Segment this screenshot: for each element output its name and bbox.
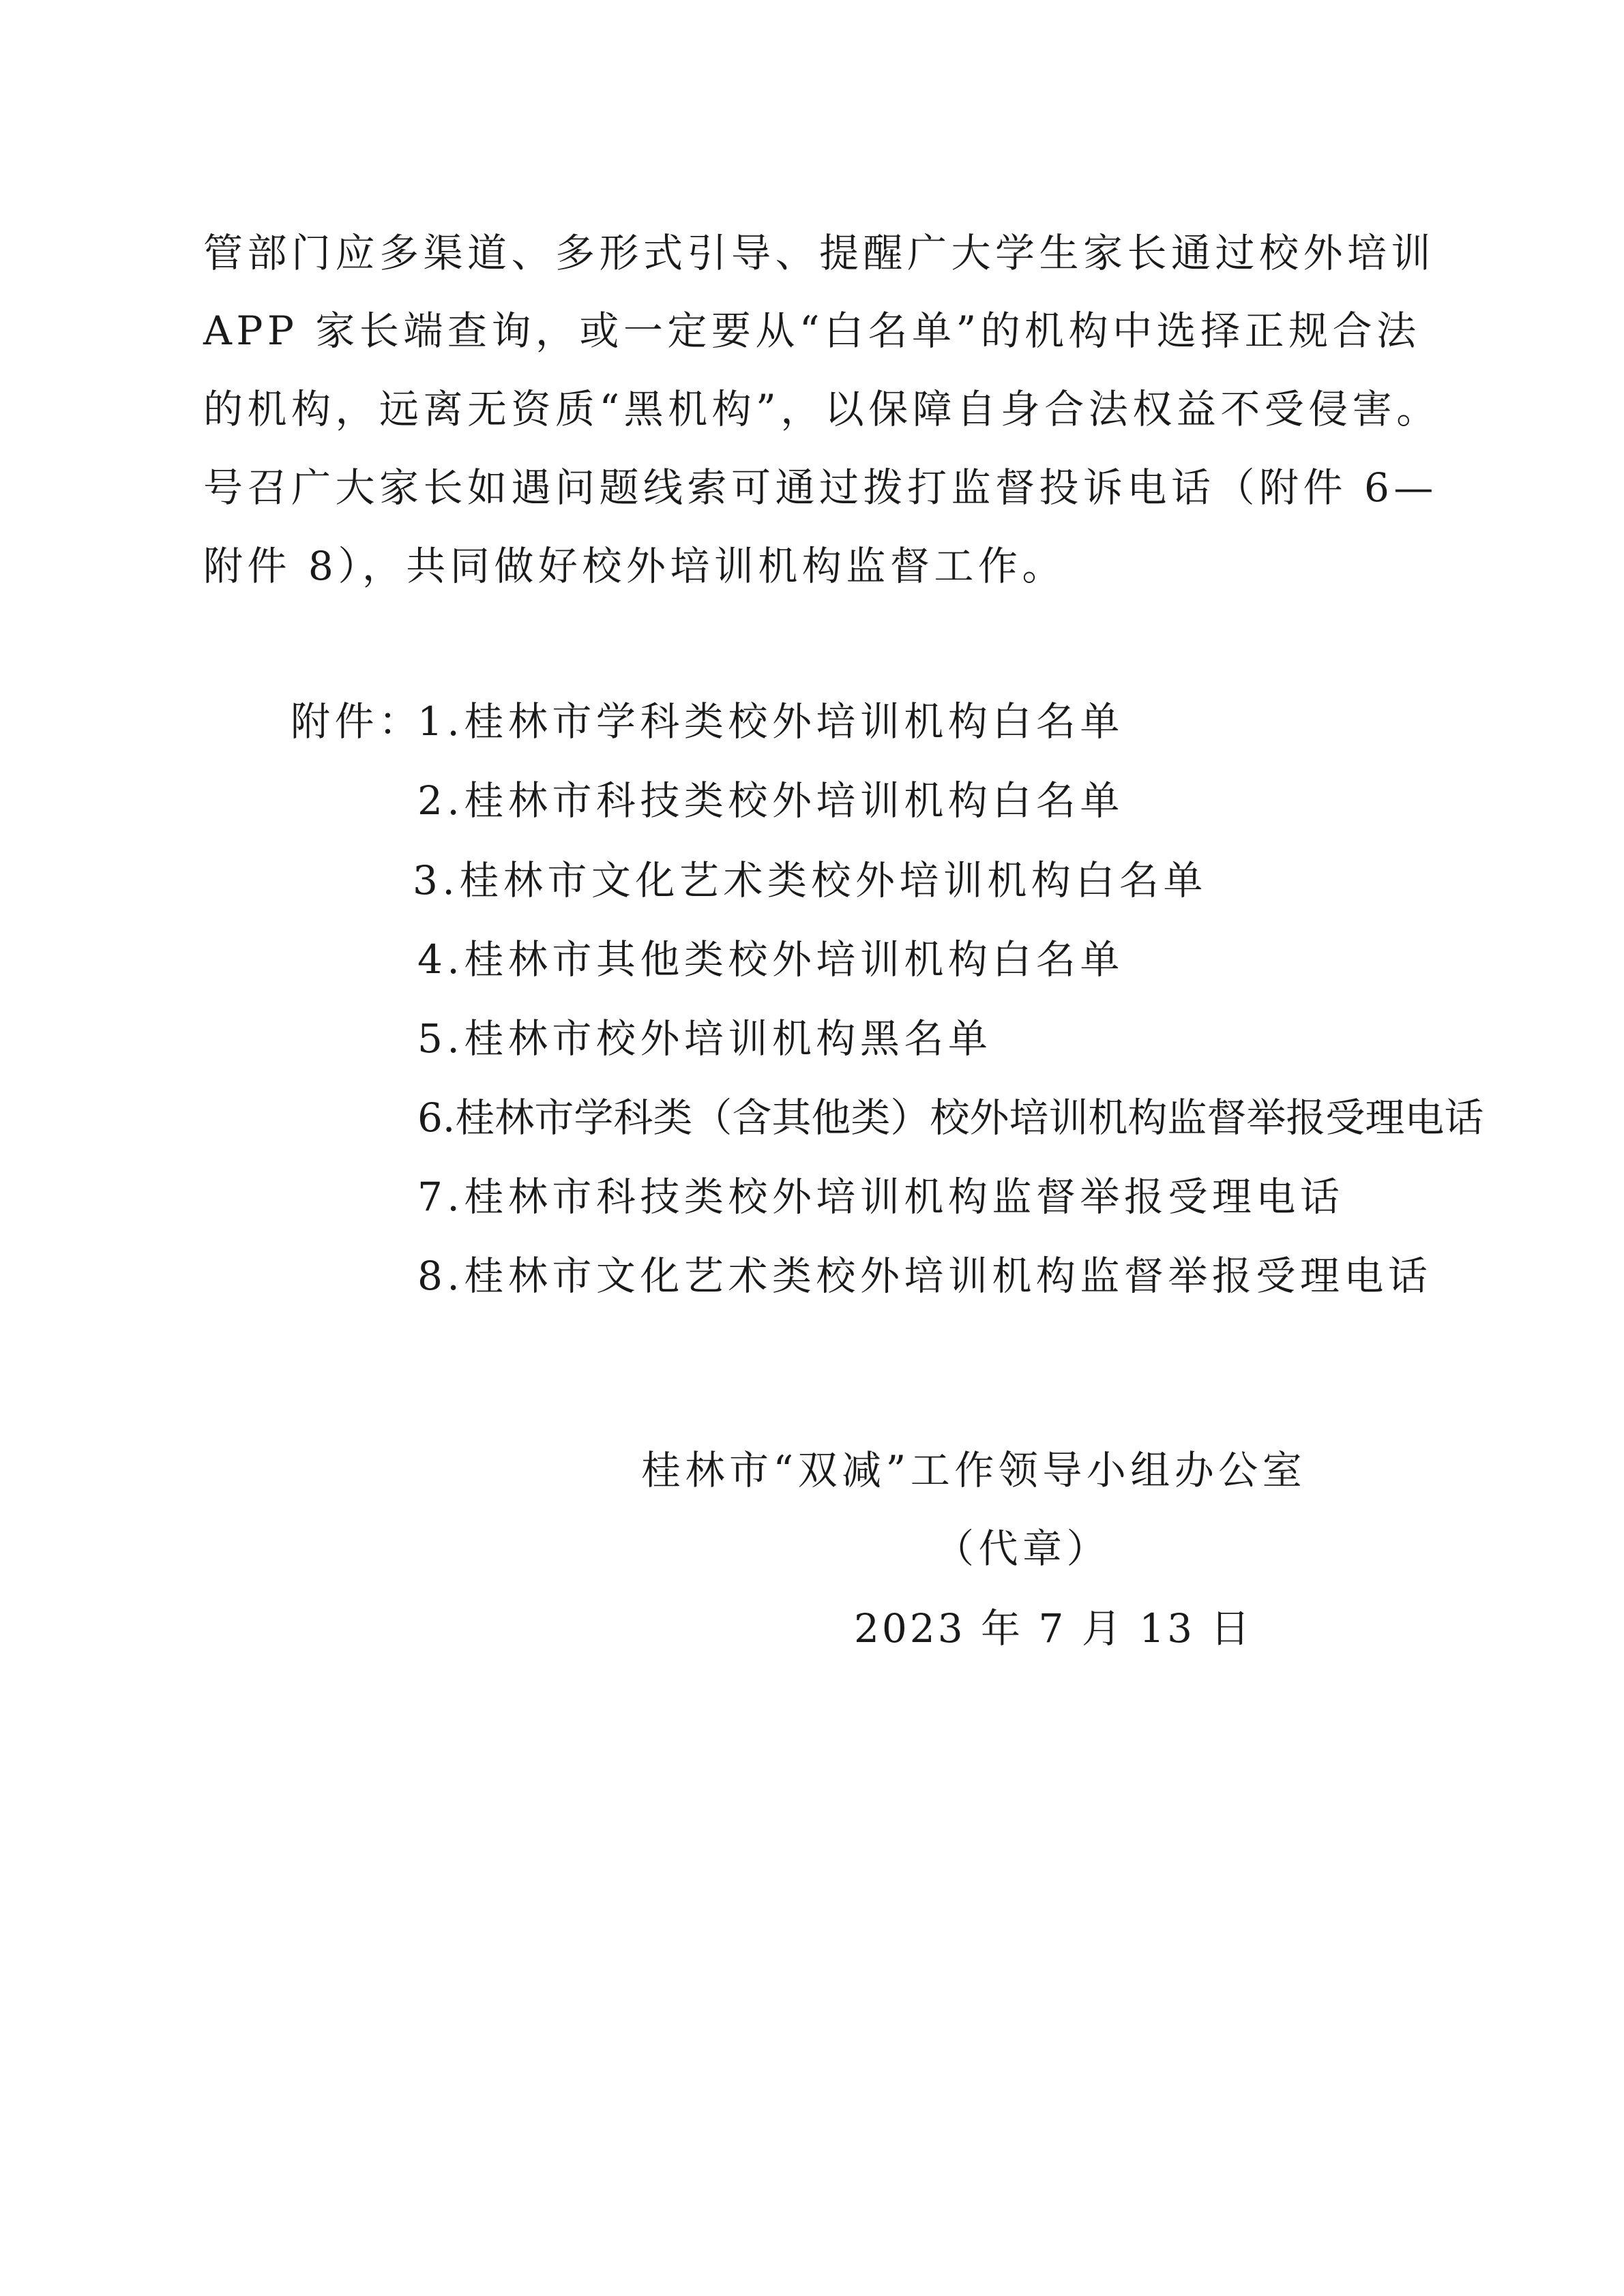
body-paragraph-line-2: APP 家长端查询，或一定要从“白名单”的机构中选择正规合法 — [203, 308, 1421, 354]
attachment-item-6: 6.桂林市学科类（含其他类）校外培训机构监督举报受理电话 — [417, 1094, 1484, 1141]
attachments-label: 附件： — [291, 698, 423, 745]
attachment-item-2: 2.桂林市科技类校外培训机构白名单 — [417, 777, 1124, 824]
attachment-item-7: 7.桂林市科技类校外培训机构监督举报受理电话 — [417, 1174, 1344, 1220]
body-paragraph-line-1: 管部门应多渠道、多形式引导、提醒广大学生家长通过校外培训 — [203, 230, 1436, 276]
body-paragraph-line-4: 号召广大家长如遇问题线索可通过拨打监督投诉电话（附件 6— — [203, 464, 1438, 511]
issuing-organization: 桂林市“双减”工作领导小组办公室 — [641, 1447, 1307, 1493]
body-paragraph-line-5: 附件 8），共同做好校外培训机构监督工作。 — [203, 543, 1066, 589]
attachment-item-4: 4.桂林市其他类校外培训机构白名单 — [417, 936, 1124, 983]
attachment-item-3: 3.桂林市文化艺术类校外培训机构白名单 — [413, 857, 1207, 904]
seal-note: （代章） — [934, 1525, 1111, 1572]
attachment-item-1: 1.桂林市学科类校外培训机构白名单 — [417, 698, 1124, 745]
body-paragraph-line-3: 的机构，远离无资质“黑机构”，以保障自身合法权益不受侵害。 — [203, 386, 1441, 432]
attachment-item-8: 8.桂林市文化艺术类校外培训机构监督举报受理电话 — [417, 1253, 1432, 1299]
attachment-item-5: 5.桂林市校外培训机构黑名单 — [417, 1015, 992, 1062]
issue-date: 2023 年 7 月 13 日 — [854, 1605, 1253, 1652]
